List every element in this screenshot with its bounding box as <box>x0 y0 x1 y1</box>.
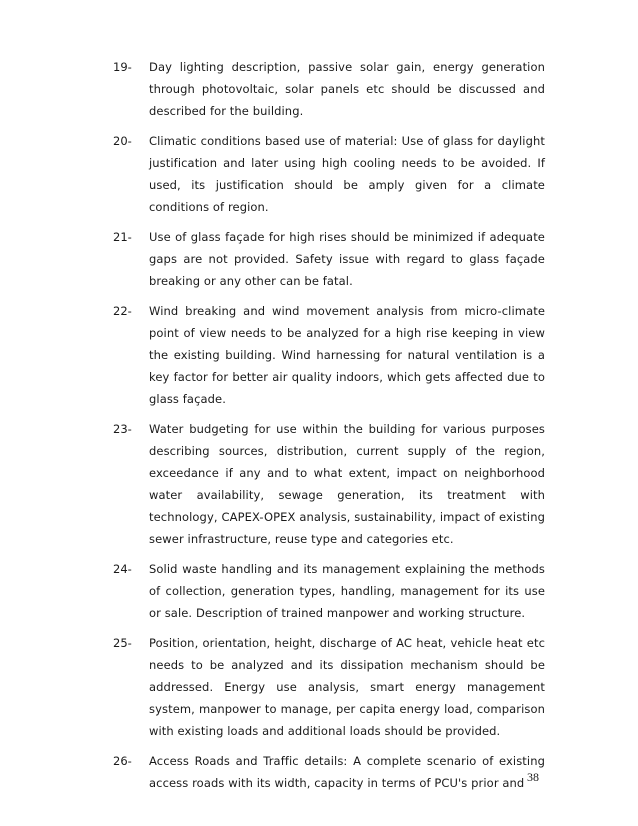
list-item-22 <box>113 300 545 410</box>
list-item-25 <box>113 632 545 742</box>
item-text: Solid waste handling and its management explaining the methods of collection, generation types, handling, management for its use or sale. Description of trained manpower and working structure. <box>149 562 545 620</box>
list-item-23 <box>113 418 545 550</box>
item-number: 26- <box>113 754 132 768</box>
item-text: Water budgeting for use within the building for various purposes describing sources, distribution, current supply of the region, exceedance if any and to what extent, impact on neighborhood water availability, sewage generation, its treatment with technology, CAPEX-OPEX analysis, sustainability, impact of existing sewer infrastructure, reuse type and categories etc. <box>149 422 545 546</box>
list-item-20 <box>113 130 545 218</box>
item-number: 25- <box>113 636 132 650</box>
item-number: 19- <box>113 60 132 74</box>
item-number: 22- <box>113 304 132 318</box>
list-item-24 <box>113 558 545 624</box>
item-text: Wind breaking and wind movement analysis from micro-climate point of view needs to be analyzed for a high rise keeping in view the existing building. Wind harnessing for natural ventilation is a key factor for better air quality indoors, which gets affected due to glass façade. <box>149 304 545 406</box>
item-number: 20- <box>113 134 132 148</box>
item-text: Access Roads and Traffic details: A complete scenario of existing access roads with its width, capacity in terms of PCU's prior and <box>149 754 545 790</box>
numbered-list <box>113 56 545 802</box>
item-text: Day lighting description, passive solar gain, energy generation through photovoltaic, solar panels etc should be discussed and described for the building. <box>149 60 545 118</box>
item-number: 24- <box>113 562 132 576</box>
item-text: Position, orientation, height, discharge of AC heat, vehicle heat etc needs to be analyzed and its dissipation mechanism should be addressed. Energy use analysis, smart energy management system, manpower to manage, per capita energy load, comparison with existing loads and additional loads should be provided. <box>149 636 545 738</box>
list-item-21 <box>113 226 545 292</box>
item-number: 21- <box>113 230 132 244</box>
item-number: 23- <box>113 422 132 436</box>
list-item-26 <box>113 750 545 794</box>
item-text: Climatic conditions based use of material: Use of glass for daylight justification and later using high cooling needs to be avoided. If used, its justification should be amply given for a climate conditions of region. <box>149 134 545 214</box>
item-text: Use of glass façade for high rises should be minimized if adequate gaps are not provided. Safety issue with regard to glass façade breaking or any other can be fatal. <box>149 230 545 288</box>
page-number: 38 <box>527 770 539 784</box>
list-item-19 <box>113 56 545 122</box>
